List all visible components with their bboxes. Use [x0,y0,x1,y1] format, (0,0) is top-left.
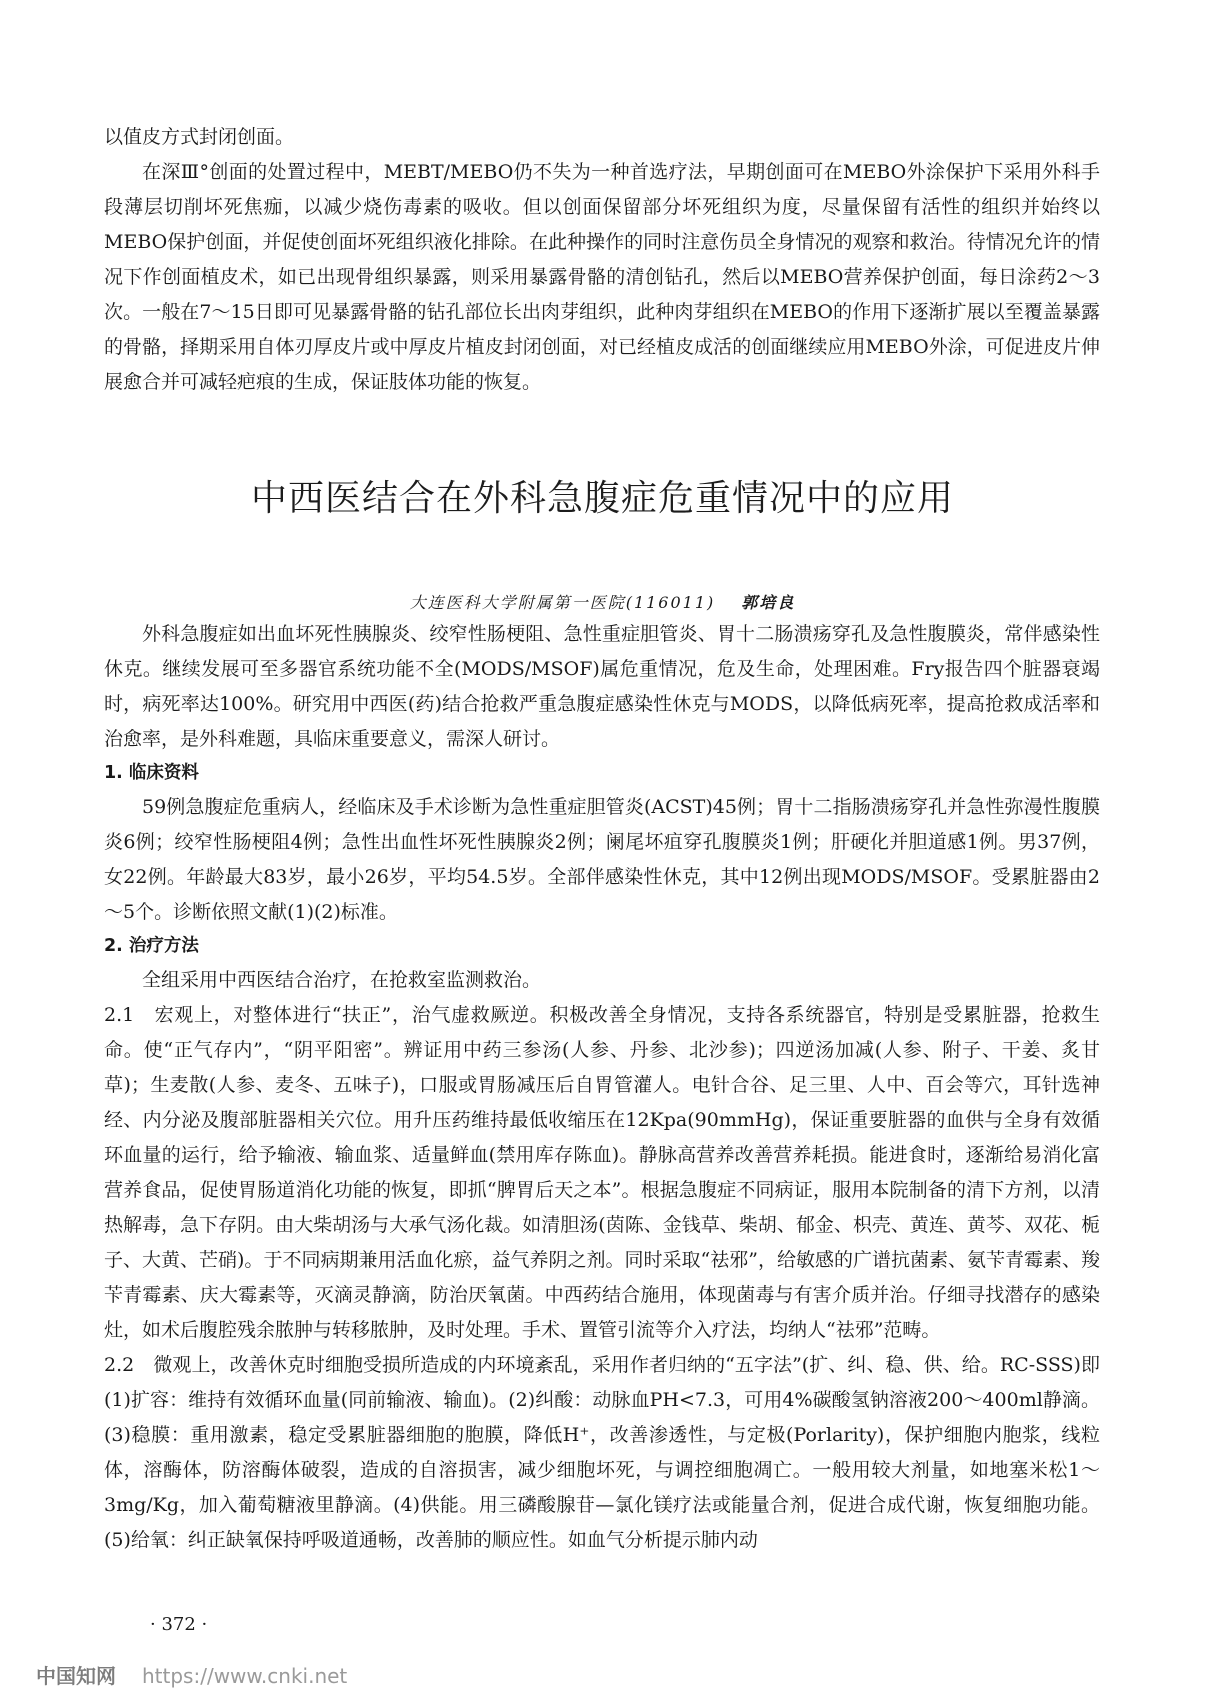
subsection-paragraph: 2.1 宏观上，对整体进行“扶正”，治气虚救厥逆。积极改善全身情况，支持各系统器官，特别是受累脏器，抢救生命。使“正气存内”，“阴平阳密”。辨证用中药三参汤(人参、丹参、北沙参)；四逆汤加减(人参、附子、干姜、炙甘草)；生麦散(人参、麦冬、五味子)，口服或胃肠减压后自胃管灌人。电针合谷、足三里、人中、百会等穴，耳针选神经、内分泌及腹部脏器相关穴位。用升压药维持最低收缩压在12Kpa(90mmHg)，保证重要脏器的血供与全身有效循环血量的运行，给予输液、输血浆、适量鲜血(禁用库存陈血)。静脉高营养改善营养耗损。能进食时，逐渐给易消化富营养食品，促使胃肠道消化功能的恢复，即抓“脾胃后天之本”。根据急腹症不同病证，服用本院制备的清下方剂，以清热解毒，急下存阴。由大柴胡汤与大承气汤化裁。如清胆汤(茵陈、金钱草、柴胡、郁金、枳壳、黄连、黄芩、双花、栀子、大黄、芒硝)。于不同病期兼用活血化瘀，益气养阴之剂。同时采取“祛邪”，给敏感的广谱抗菌素、氨苄青霉素、羧苄青霉素、庆大霉素等，灭滴灵静滴，防治厌氧菌。中西药结合施用，体现菌毒与有害介质并治。仔细寻找潜存的感染灶，如术后腹腔残余脓肿与转移脓肿，及时处理。手术、置管引流等介入疗法，均纳人“祛邪”范畴。 [104,1004,1100,1341]
byline [0,590,1205,613]
paragraph: 在深Ⅲ°创面的处置过程中，MEBT/MEBO仍不失为一种首选疗法，早期创面可在MEBO外涂保护下采用外科手段薄层切削坏死焦痂，以减少烧伤毒素的吸收。但以创面保留部分坏死组织为度，尽量保留有活性的组织并始终以MEBO保护创面，并促使创面坏死组织液化排除。在此种操作的同时注意伤员全身情况的观察和救治。待情况允许的情况下作创面植皮术，如已出现骨组织暴露，则采用暴露骨骼的清创钻孔，然后以MEBO营养保护创面，每日涂药2～3次。一般在7～15日即可见暴露骨骼的钻孔部位长出肉芽组织，此种肉芽组织在MEBO的作用下逐渐扩展以至覆盖暴露的骨骼，择期采用自体刃厚皮片或中厚皮片植皮封闭创面，对已经植皮成活的创面继续应用MEBO外涂，可促进皮片伸展愈合并可减轻疤痕的生成，保证肢体功能的恢复。 [104,161,1100,393]
prior-article-continuation [104,120,1100,400]
intro-paragraph: 外科急腹症如出血坏死性胰腺炎、绞窄性肠梗阻、急性重症胆管炎、胃十二肠溃疡穿孔及急性腹膜炎，常伴感染性休克。继续发展可至多器官系统功能不全(MODS/MSOF)属危重情况，危及生命，处理困难。Fry报告四个脏器衰竭时，病死率达100%。研究用中西医(药)结合抢救严重急腹症感染性休克与MODS，以降低病死率，提高抢救成活率和治愈率，是外科难题，具临床重要意义，需深人研讨。 [104,623,1100,750]
paragraph: 全组采用中西医结合治疗，在抢救室监测救治。 [142,969,542,991]
paragraph: 以值皮方式封闭创面。 [104,126,295,148]
article-title: 中西医结合在外科急腹症危重情况中的应用 [250,478,954,519]
section-heading: 2. 治疗方法 [104,936,199,956]
page-number: · 372 · [150,1614,208,1635]
author: 郭培良 [741,593,796,612]
subsection-paragraph: 2.2 微观上，改善休克时细胞受损所造成的内环境紊乱，采用作者归纳的“五字法”(扩、纠、稳、供、给。RC-SSS)即(1)扩容：维持有效循环血量(同前输液、输血)。(2)纠酸：动脉血PH<7.3，可用4%碳酸氢钠溶液200～400ml静滴。(3)稳膜：重用激素，稳定受累脏器细胞的胞膜，降低H⁺，改善渗透性，与定极(Porlarity)，保护细胞内胞浆，线粒体，溶酶体，防溶酶体破裂，造成的自溶损害，减少细胞坏死，与调控细胞凋亡。一般用较大剂量，如地塞米松1～3mg/Kg，加入葡萄糖液里静滴。(4)供能。用三磷酸腺苷—氯化镁疗法或能量合剂，促进合成代谢，恢复细胞功能。(5)给氧：纠正缺氧保持呼吸道通畅，改善肺的顺应性。如血气分析提示肺内动 [104,1354,1100,1551]
cnki-brand: 中国知网 [36,1664,116,1688]
cnki-url: https://www.cnki.net [142,1664,348,1688]
article-body [104,617,1100,1558]
paragraph: 59例急腹症危重病人，经临床及手术诊断为急性重症胆管炎(ACST)45例；胃十二指肠溃疡穿孔并急性弥漫性腹膜炎6例；绞窄性肠梗阻4例；急性出血性坏死性胰腺炎2例；阑尾坏疽穿孔腹膜炎1例；肝硬化并胆道感1例。男37例，女22例。年龄最大83岁，最小26岁，平均54.5岁。全部伴感染性休克，其中12例出现MODS/MSOF。受累脏器由2～5个。诊断依照文献(1)(2)标准。 [104,796,1100,923]
section-heading: 1. 临床资料 [104,763,199,783]
watermark-footer [36,1660,347,1689]
affiliation: 大连医科大学附属第一医院(116011) [409,593,716,612]
